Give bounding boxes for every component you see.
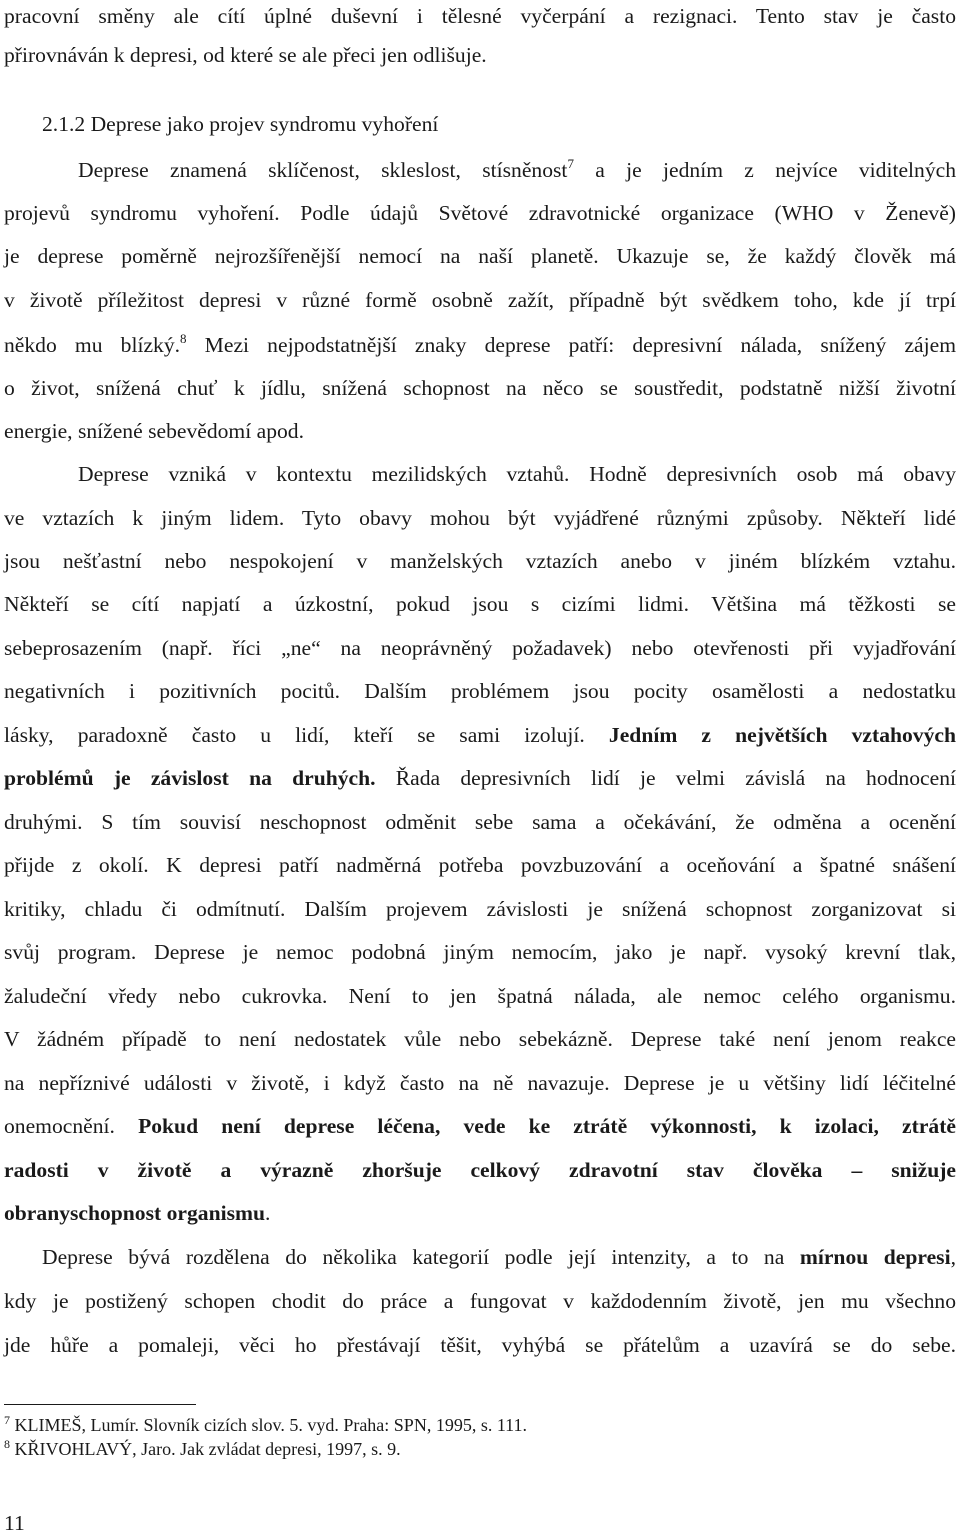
- body-text-line: pracovní směny ale cítí úplné duševní i tělesné vyčerpání a rezignaci. Tento stav je často: [4, 4, 956, 28]
- body-text-line: v životě příležitost depresi v různé formě osobně zažít, případně být svědkem toho, kde jí trpí: [4, 288, 956, 312]
- emphasis-text: obranyschopnost organismu: [4, 1201, 265, 1225]
- body-text-line: kdy je postižený schopen chodit do práce a fungovat v každodenním životě, jen mu všechno: [4, 1289, 956, 1313]
- emphasis-text: Jedním z největších vztahových: [608, 723, 956, 747]
- body-text-line: onemocnění. Pokud není deprese léčena, vede ke ztrátě výkonnosti, k izolaci, ztrátě: [4, 1114, 956, 1138]
- body-text-line: o život, snížená chuť k jídlu, snížená schopnost na něco se soustředit, podstatně nižší životní: [4, 376, 956, 400]
- body-text-line: jsou nešťastní nebo nespokojení v manželských vztazích anebo v jiném blízkém vztahu.: [4, 549, 956, 573]
- body-text-line: Někteří se cítí napjatí a úzkostní, pokud jsou s cizími lidmi. Většina má těžkosti se: [4, 592, 956, 616]
- body-text-line: ve vztazích k jiným lidem. Tyto obavy mohou být vyjádřené různými způsoby. Někteří lidé: [4, 506, 956, 530]
- page-number: 11: [4, 1511, 25, 1535]
- footnote-ref-8: 8: [180, 331, 187, 346]
- body-text-line: [4, 1156, 956, 1184]
- footnote-7: $^7$ KLIMEŠ, Lumír. Slovník cizích slov. 5. vyd. Praha: SPN, 1995, s. 111.: [4, 1413, 527, 1435]
- body-text-line: žaludeční vředy nebo cukrovka. Není to jen špatná nálada, ale nemoc celého organismu.: [4, 984, 956, 1008]
- body-text-line: druhými. S tím souvisí neschopnost odměnit sebe sama a očekávání, že odměna a ocenění: [4, 810, 956, 834]
- body-text-line: V žádném případě to není nedostatek vůle nebo sebekázně. Deprese také není jenom reakce: [4, 1027, 956, 1051]
- body-text-line: je deprese poměrně nejrozšířenější nemocí na naší planetě. Ukazuje se, že každý člověk má: [4, 244, 956, 268]
- section-heading: 2.1.2 Deprese jako projev syndromu vyhoření: [42, 112, 439, 136]
- body-text-line: přijde z okolí. K depresi patří nadměrná potřeba povzbuzování a oceňování a špatné snášení: [4, 853, 956, 877]
- body-text-line: Deprese bývá rozdělena do několika kategorií podle její intenzity, a to na mírnou depresi,: [42, 1245, 956, 1269]
- body-text-line: někdo mu blízký.$^8$ Mezi nejpodstatnější znaky deprese patří: depresivní nálada, snížený zájem: [4, 331, 956, 357]
- body-text-line: lásky, paradoxně často u lidí, kteří se sami izolují. Jedním z největších vztahových: [4, 723, 956, 747]
- body-text-line: přirovnáván k depresi, od které se ale přeci jen odlišuje.: [4, 43, 487, 67]
- footnote-separator: [4, 1404, 196, 1405]
- body-text-line: negativních i pozitivních pocitů. Dalším problémem jsou pocity osamělosti a nedostatku: [4, 679, 956, 703]
- footnote-8: $^8$ KŘIVOHLAVÝ, Jaro. Jak zvládat depresi, 1997, s. 9.: [4, 1437, 401, 1459]
- body-text-line: Deprese znamená sklíčenost, skleslost, stísněnost$^7$ a je jedním z nejvíce viditelných: [78, 156, 956, 182]
- emphasis-text: radosti v životě a výrazně zhoršuje celkový zdravotní stav člověka – snižuje: [4, 1158, 956, 1182]
- body-text-line: Deprese vzniká v kontextu mezilidských vztahů. Hodně depresivních osob má obavy: [78, 462, 956, 486]
- emphasis-text: mírnou depresi: [799, 1245, 951, 1269]
- body-text-line: projevů syndromu vyhoření. Podle údajů Světové zdravotnické organizace (WHO v Ženevě): [4, 201, 956, 225]
- body-text-line: energie, snížené sebevědomí apod.: [4, 419, 305, 443]
- body-text-line: svůj program. Deprese je nemoc podobná jiným nemocím, jako je např. vysoký krevní tlak,: [4, 940, 956, 964]
- body-text-line: na nepříznivé události v životě, i když často na ně navazuje. Deprese je u většiny lidí léčitelné: [4, 1071, 956, 1095]
- footnote-ref-7: 7: [567, 156, 574, 171]
- body-text-line: jde hůře a pomaleji, věci ho přestávají těšit, vyhýbá se přátelům a uzavírá se do sebe.: [4, 1333, 956, 1357]
- body-text-line: problémů je závislost na druhých. Řada depresivních lidí je velmi závislá na hodnocení: [4, 766, 956, 790]
- body-text-line: kritiky, chladu či odmítnutí. Dalším projevem závislosti je snížená schopnost zorganizovat si: [4, 897, 956, 921]
- emphasis-text: Pokud není deprese léčena, vede ke ztrátě výkonnosti, k izolaci, ztrátě: [138, 1114, 956, 1138]
- body-text-line: obranyschopnost organismu.: [4, 1201, 271, 1225]
- body-text-line: sebeprosazením (např. říci „ne“ na neoprávněný požadavek) nebo otevřenosti při vyjadřování: [4, 636, 956, 660]
- emphasis-text: problémů je závislost na druhých.: [4, 766, 376, 790]
